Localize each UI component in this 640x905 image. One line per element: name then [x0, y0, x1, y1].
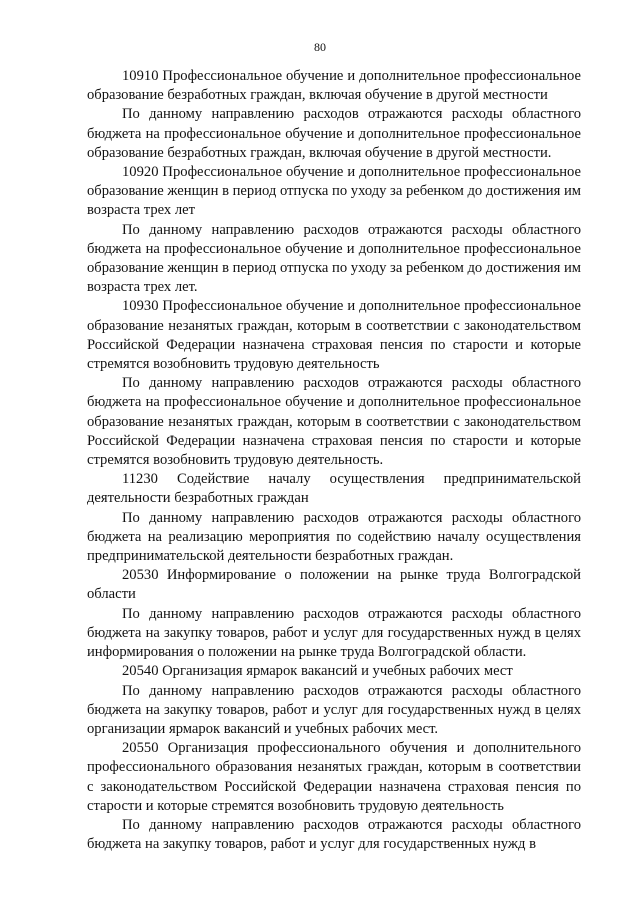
paragraph-code-20540-description: По данному направлению расходов отражаются расходы областного бюджета на закупку товаров, работ и услуг для государственных нужд в целях организации ярмарок вакансий и учебных рабочих мест. [87, 682, 581, 737]
paragraph-code-20530-description: По данному направлению расходов отражаются расходы областного бюджета на закупку товаров, работ и услуг для государственных нужд в целях информирования о положении на рынке труда Волгоградской области. [87, 605, 581, 661]
paragraph-code-20540-heading: 20540 Организация ярмарок вакансий и учебных рабочих мест [122, 663, 513, 680]
page-number: 80 [314, 40, 326, 54]
paragraph-code-11230-heading: 11230 Содействие началу осуществления предпринимательской деятельности безработных граждан [87, 471, 581, 507]
paragraph-code-10930-heading: 10930 Профессиональное обучение и дополнительное профессиональное образование незанятых граждан, которым в соответствии с законодательством Российской Федерации назначена страховая пенсия по старости и которые стремятся возобновить трудовую деятельность [87, 298, 581, 373]
paragraph-code-20550-description: По данному направлению расходов отражаются расходы областного бюджета на закупку товаров, работ и услуг для государственных нужд в [87, 816, 581, 853]
document-body [87, 67, 581, 854]
paragraph-code-10910-heading: 10910 Профессиональное обучение и дополнительное профессиональное образование безработных граждан, включая обучение в другой местности [87, 68, 581, 104]
paragraph-code-20530-heading: 20530 Информирование о положении на рынке труда Волгоградской области [87, 567, 581, 603]
paragraph-code-20550-heading: 20550 Организация профессионального обучения и дополнительного профессионального образования незанятых граждан, которым в соответствии с законодательством Российской Федерации назначена страховая пенсия по старости и которые стремятся возобновить трудовую деятельность [87, 740, 581, 814]
paragraph-code-10920-description: По данному направлению расходов отражаются расходы областного бюджета на профессиональное обучение и дополнительное профессиональное образование женщин в период отпуска по уходу за ребенком до достижения им возраста трех лет. [87, 221, 582, 296]
paragraph-code-11230-description: По данному направлению расходов отражаются расходы областного бюджета на реализацию мероприятия по содействию началу осуществления предпринимательской деятельности безработных граждан. [87, 509, 581, 565]
paragraph-code-10920-heading: 10920 Профессиональное обучение и дополнительное профессиональное образование женщин в период отпуска по уходу за ребенком до достижения им возраста трех лет [87, 164, 582, 219]
paragraph-code-10910-description: По данному направлению расходов отражаются расходы областного бюджета на профессиональное обучение и дополнительное профессиональное образование безработных граждан, включая обучение в другой местности. [87, 106, 581, 161]
paragraph-code-10930-description: По данному направлению расходов отражаются расходы областного бюджета на профессиональное обучение и дополнительное профессиональное образование незанятых граждан, которым в соответствии с законодательством Российской Федерации назначена страховая пенсия по старости и которые стремятся возобновить трудовую деятельность. [87, 375, 581, 469]
